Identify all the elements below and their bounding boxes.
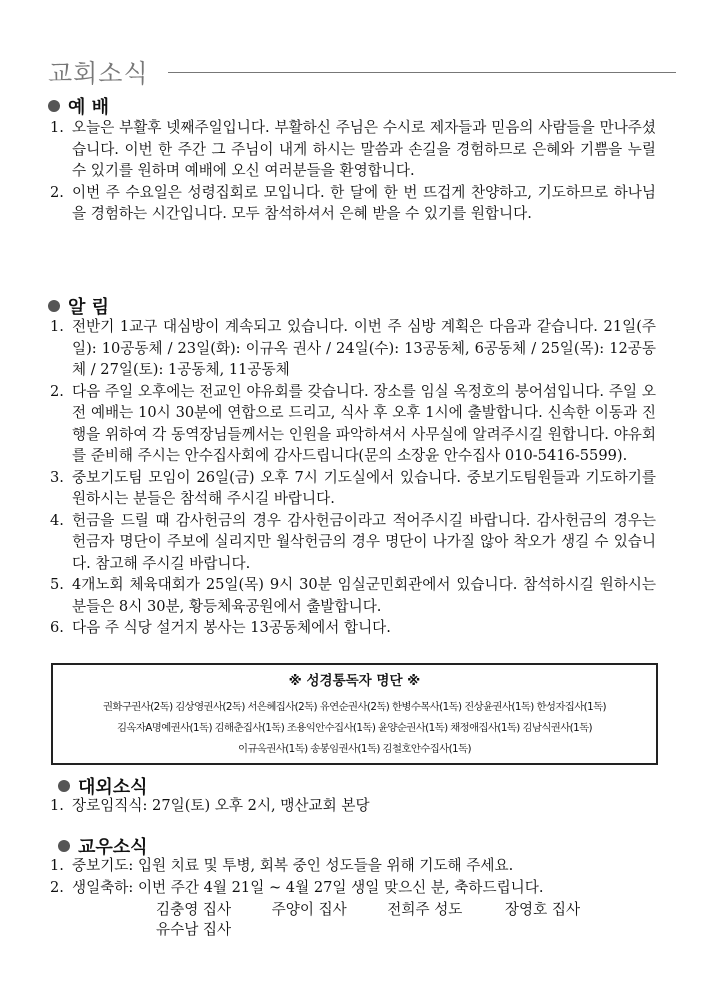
list-item bbox=[50, 182, 656, 225]
birthday-name: 유수남 집사 bbox=[156, 921, 232, 938]
birthday-name: 장영호 집사 bbox=[504, 901, 581, 918]
list-item bbox=[50, 855, 656, 877]
bullet-icon bbox=[48, 300, 60, 312]
item-text: 이번 주 수요일은 성령집회로 모입니다. 한 달에 한 번 뜨겁게 찬양하고, 기도하므로 하나님을 경험하는 시간입니다. 모두 참석하셔서 은혜 받을 수 있기를 원합니다. bbox=[72, 183, 656, 222]
bullet-icon bbox=[58, 840, 70, 852]
reader-names-line: 이규옥권사(1독) 송봉임권사(1독) 김철호안수집사(1독) bbox=[238, 743, 471, 755]
list-item bbox=[50, 795, 656, 817]
item-number: 5. bbox=[50, 576, 64, 593]
item-number: 3. bbox=[50, 468, 64, 486]
members-list bbox=[50, 855, 656, 898]
birthday-names-row bbox=[156, 898, 580, 919]
section-heading-label: 교우소식 bbox=[78, 837, 148, 858]
item-number: 1. bbox=[50, 318, 64, 335]
bullet-icon bbox=[58, 780, 70, 792]
section-heading-label: 알 림 bbox=[68, 297, 110, 318]
reader-names-line: 권화구권사(2독) 김상영권사(2독) 서은혜집사(2독) 유연순권사(2독) 한병수목사(1독) 진상윤권사(1독) 한성자집사(1독) bbox=[102, 701, 606, 713]
reader-names-line: 김옥자A명예권사(1독) 김해춘집사(1독) 조용익안수집사(1독) 윤양순권사(1독) 채정애집사(1독) 김남식권사(1독) bbox=[116, 722, 593, 734]
item-text: 다음 주일 오후에는 전교인 야유회를 갖습니다. 장소를 임실 옥정호의 붕어섬입니다. 주일 오전 예배는 10시 30분에 연합으로 드리고, 식사 후 오후 1시에 출발합니다. 신속한 이동과 진행을 위하여 각 동역장님들께서는 인원을 파악하셔서 사무실에 알려주시길 원합니다. 야유회를 준비해 주시는 안수집사회에 감사드립니다(문의 소장윤 안수집사 010-5416-5599). bbox=[72, 382, 656, 464]
item-text: 중보기도: 입원 치료 및 투병, 회복 중인 성도들을 위해 기도해 주세요. bbox=[72, 857, 514, 874]
list-item bbox=[50, 117, 656, 182]
bible-reading-box bbox=[51, 663, 658, 765]
item-text: 다음 주 식당 설거지 봉사는 13공동체에서 합니다. bbox=[72, 619, 391, 636]
item-number: 1. bbox=[50, 119, 64, 136]
birthday-name: 김충영 집사 bbox=[156, 901, 232, 918]
item-text: 전반기 1교구 대심방이 계속되고 있습니다. 이번 주 심방 계획은 다음과 같습니다. 21일(주일): 10공동체 / 23일(화): 이규옥 권사 / 24일(수): 13공동체, 6공동체 / 25일(목): 12공동체 / 27일(토): 1공동체, 11공동체 bbox=[72, 318, 656, 378]
item-text: 헌금을 드릴 때 감사헌금의 경우 감사헌금이라고 적어주시길 바랍니다. 감사헌금의 경우는 헌금자 명단이 주보에 실리지만 월삭헌금의 경우 명단이 나가질 않아 착오가 생길 수 있습니다. 참고해 주시길 바랍니다. bbox=[72, 511, 656, 572]
title-divider bbox=[168, 72, 676, 73]
section-heading-label: 대외소식 bbox=[78, 777, 148, 798]
notices-list bbox=[50, 316, 656, 639]
box-title: ※ 성경통독자 명단 ※ bbox=[288, 673, 421, 689]
item-number: 2. bbox=[50, 878, 64, 896]
worship-list bbox=[50, 117, 656, 225]
page-title: 교회소식 bbox=[48, 59, 149, 88]
section-heading-worship bbox=[48, 93, 109, 119]
item-number: 2. bbox=[50, 183, 64, 201]
item-text: 생일축하: 이번 주간 4월 21일 ~ 4월 27일 생일 맞으신 분, 축하드립니다. bbox=[72, 878, 544, 896]
list-item bbox=[50, 467, 656, 510]
list-item bbox=[50, 510, 656, 575]
list-item bbox=[50, 381, 656, 467]
list-item bbox=[50, 574, 656, 617]
item-text: 4개노회 체육대회가 25일(목) 9시 30분 임실군민회관에서 있습니다. 참석하시길 원하시는 분들은 8시 30분, 황등체육공원에서 출발합니다. bbox=[72, 576, 656, 615]
birthday-name: 주양이 집사 bbox=[271, 901, 347, 918]
item-number: 1. bbox=[50, 797, 64, 814]
item-number: 1. bbox=[50, 857, 64, 874]
list-item bbox=[50, 877, 656, 899]
bullet-icon bbox=[48, 100, 60, 112]
item-number: 4. bbox=[50, 511, 64, 529]
item-text: 중보기도팀 모임이 26일(금) 오후 7시 기도실에서 있습니다. 중보기도팀원들과 기도하기를 원하시는 분들은 참석해 주시길 바랍니다. bbox=[72, 468, 656, 507]
item-number: 6. bbox=[50, 619, 64, 636]
external-list bbox=[50, 795, 656, 817]
item-text: 오늘은 부활후 넷째주일입니다. 부활하신 주님은 수시로 제자들과 믿음의 사람들을 만나주셨습니다. 이번 한 주간 그 주님이 내게 하시는 말씀과 손길을 경험하므로 은혜와 기쁨을 누릴 수 있기를 원하며 예배에 오신 여러분들을 환영합니다. bbox=[72, 119, 656, 179]
birthday-names-row bbox=[156, 918, 231, 939]
birthday-name: 전희주 성도 bbox=[387, 901, 463, 918]
list-item bbox=[50, 316, 656, 381]
list-item bbox=[50, 617, 656, 639]
item-text: 장로임직식: 27일(토) 오후 2시, 맹산교회 본당 bbox=[72, 797, 370, 814]
section-heading-label: 예 배 bbox=[68, 97, 110, 118]
item-number: 2. bbox=[50, 382, 64, 400]
